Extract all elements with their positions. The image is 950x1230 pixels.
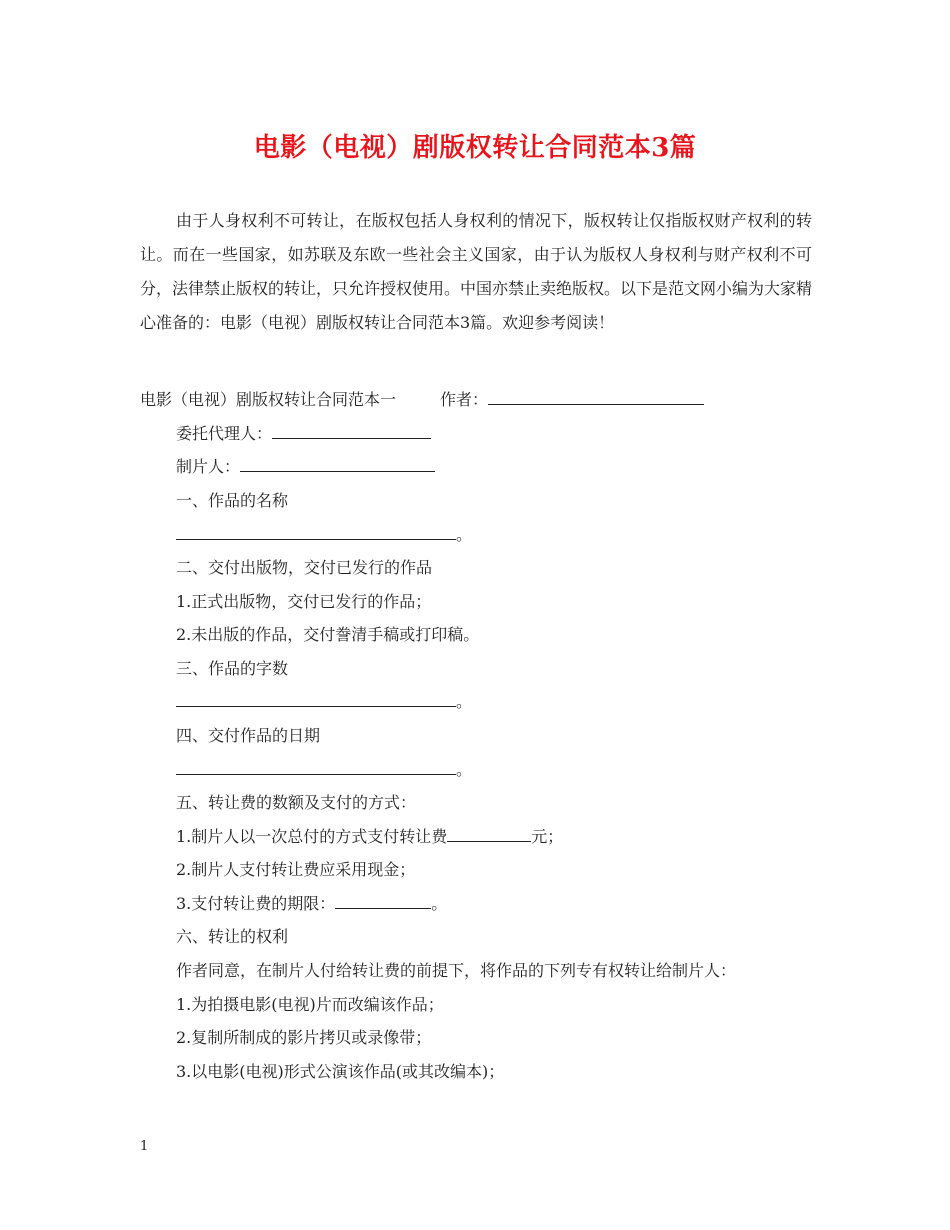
section-heading-row <box>140 388 704 412</box>
item5-heading: 五、转让费的数额及支付的方式： <box>176 793 417 812</box>
fee-amount-blank <box>447 825 531 842</box>
item5-sub3-period: 。 <box>431 894 448 913</box>
item2-sub1: 1.正式出版物，交付已发行的作品； <box>176 592 432 611</box>
item5-sub2: 2.制片人支付转让费应采用现金； <box>176 860 416 879</box>
item6-intro: 作者同意，在制片人付给转让费的前提下，将作品的下列专有权转让给制片人： <box>176 961 737 980</box>
item4-blank <box>176 758 456 775</box>
item4-blank-row <box>176 758 472 782</box>
intro-paragraph: 由于人身权利不可转让，在版权包括人身权利的情况下，版权转让仅指版权财产权利的转让。而在一些国家，如苏联及东欧一些社会主义国家，由于认为版权人身权利与财产权利不可分，法律禁止版权的转让，只允许授权使用。中国亦禁止卖绝版权。以下是范文网小编为大家精心准备的：电影（电视）剧版权转让合同范本3篇。欢迎参考阅读！ <box>140 211 813 332</box>
producer-blank <box>240 455 435 472</box>
item4-heading: 四、交付作品的日期 <box>176 726 321 745</box>
item3-blank <box>176 690 456 707</box>
payment-term-blank <box>335 892 431 909</box>
item1-blank <box>176 523 456 540</box>
item1-heading: 一、作品的名称 <box>176 491 289 510</box>
author-label: 作者： <box>440 390 489 409</box>
author-blank <box>488 388 704 405</box>
agent-blank <box>272 422 431 439</box>
document-title: 电影（电视）剧版权转让合同范本3篇 <box>253 133 697 163</box>
section-heading: 电影（电视）剧版权转让合同范本一 <box>140 390 397 409</box>
item6-heading: 六、转让的权利 <box>176 927 289 946</box>
item5-sub1-prefix: 1.制片人以一次总付的方式支付转让费 <box>176 827 448 846</box>
item5-sub1-suffix: 元； <box>531 827 564 846</box>
item6-sub3: 3.以电影(电视)形式公演该作品(或其改编本)； <box>176 1062 505 1081</box>
agent-row <box>176 422 431 446</box>
item2-heading: 二、交付出版物，交付已发行的作品 <box>176 558 433 577</box>
item3-period: 。 <box>456 692 473 711</box>
item1-period: 。 <box>456 525 473 544</box>
item2-sub2: 2.未出版的作品，交付誊清手稿或打印稿。 <box>176 625 480 644</box>
item4-period: 。 <box>456 760 473 779</box>
item5-sub3-row <box>176 892 447 916</box>
producer-label: 制片人： <box>176 457 241 476</box>
page-number: 1 <box>140 1139 149 1154</box>
item5-sub1-row <box>176 825 563 849</box>
producer-row <box>176 455 435 479</box>
item6-sub2: 2.复制所制成的影片拷贝或录像带； <box>176 1028 432 1047</box>
item5-sub3-prefix: 3.支付转让费的期限： <box>176 894 336 913</box>
agent-label: 委托代理人： <box>176 424 273 443</box>
item3-heading: 三、作品的字数 <box>176 659 289 678</box>
item6-sub1: 1.为拍摄电影(电视)片而改编该作品； <box>176 995 444 1014</box>
item1-blank-row <box>176 523 472 547</box>
item3-blank-row <box>176 690 472 714</box>
